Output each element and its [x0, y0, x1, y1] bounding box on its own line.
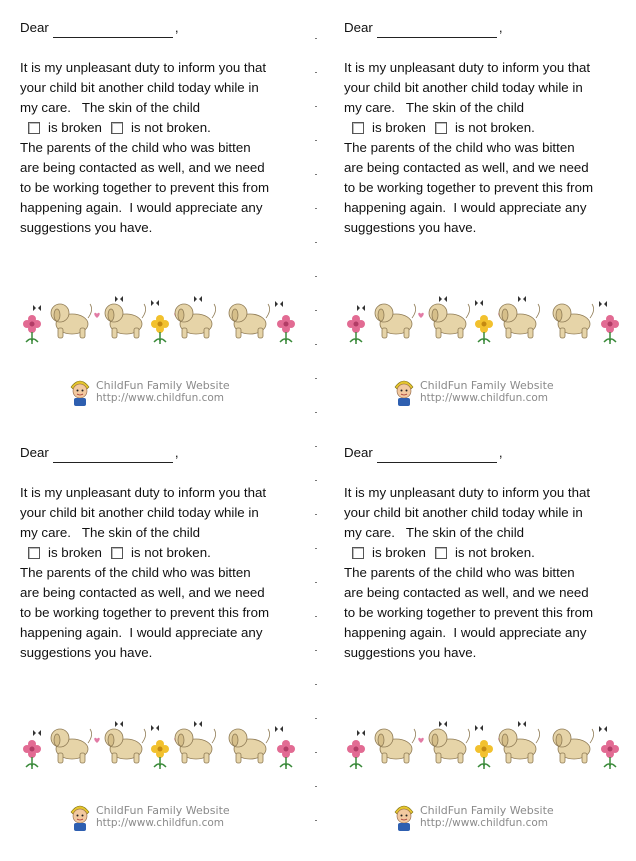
skin-not-broken-checkbox[interactable]	[435, 122, 447, 134]
skin-broken-label: is broken	[48, 120, 102, 135]
letter-line: happening again. I would appreciate any	[20, 200, 263, 215]
letter-line: The parents of the child who was bitten	[344, 140, 575, 155]
letter-line: are being contacted as well, and we need	[20, 585, 265, 600]
letter-line: your child bit another child today while in	[344, 80, 583, 95]
childfun-footer	[68, 803, 230, 831]
letter-line: my care. The skin of the child	[20, 525, 201, 540]
letter-line: suggestions you have.	[20, 220, 153, 235]
letter-line: my care. The skin of the child	[344, 525, 525, 540]
site-url-link[interactable]: http://www.childfun.com	[420, 392, 548, 404]
letter-body	[20, 16, 320, 238]
puppy-flower-border-art	[344, 294, 624, 346]
letter-line: to be working together to prevent this from	[20, 180, 270, 195]
letter-line: It is my unpleasant duty to inform you that	[344, 485, 591, 500]
skin-not-broken-label: is not broken.	[130, 120, 211, 135]
childfun-kid-logo-icon	[68, 378, 92, 406]
letter-line: are being contacted as well, and we need	[344, 160, 589, 175]
letter-body	[20, 441, 320, 663]
salutation	[20, 441, 320, 463]
site-url-link[interactable]: http://www.childfun.com	[420, 817, 548, 829]
letter-body	[344, 441, 636, 663]
skin-broken-checkbox[interactable]	[28, 547, 40, 559]
dear-label: Dear	[20, 20, 49, 35]
puppy-flower-border-art	[20, 719, 300, 771]
skin-broken-checkbox[interactable]	[352, 122, 364, 134]
skin-checkboxes	[20, 118, 320, 138]
letter-body	[344, 16, 636, 238]
letter-paragraph	[344, 58, 636, 238]
letter-line: happening again. I would appreciate any	[344, 625, 587, 640]
skin-broken-label: is broken	[372, 120, 426, 135]
letter-line: happening again. I would appreciate any	[344, 200, 587, 215]
skin-not-broken-checkbox[interactable]	[111, 122, 123, 134]
salutation-comma: ,	[174, 20, 179, 35]
letter-line: It is my unpleasant duty to inform you that	[20, 60, 267, 75]
skin-checkboxes	[344, 543, 636, 563]
childfun-footer	[392, 803, 554, 831]
letter-line: The parents of the child who was bitten	[20, 140, 251, 155]
skin-not-broken-checkbox[interactable]	[111, 547, 123, 559]
skin-checkboxes	[344, 118, 636, 138]
skin-broken-label: is broken	[48, 545, 102, 560]
letter-paragraph	[20, 483, 320, 663]
salutation-comma: ,	[174, 445, 179, 460]
letter-line: The parents of the child who was bitten	[20, 565, 251, 580]
childfun-kid-logo-icon	[392, 803, 416, 831]
letter-line: are being contacted as well, and we need	[20, 160, 265, 175]
childfun-kid-logo-icon	[392, 378, 416, 406]
recipient-name-blank[interactable]	[377, 447, 497, 463]
dear-label: Dear	[20, 445, 49, 460]
letter-line: to be working together to prevent this from	[344, 180, 594, 195]
site-url-link[interactable]: http://www.childfun.com	[96, 817, 224, 829]
skin-checkboxes	[20, 543, 320, 563]
skin-broken-checkbox[interactable]	[28, 122, 40, 134]
letter-line: my care. The skin of the child	[344, 100, 525, 115]
skin-broken-label: is broken	[372, 545, 426, 560]
childfun-footer	[68, 378, 230, 406]
skin-broken-checkbox[interactable]	[352, 547, 364, 559]
note-card-top-right	[344, 16, 636, 436]
site-name: ChildFun Family Website	[420, 804, 554, 817]
letter-line: are being contacted as well, and we need	[344, 585, 589, 600]
puppy-flower-border-art	[20, 294, 300, 346]
note-card-bottom-left	[20, 441, 320, 861]
puppy-flower-border-art	[344, 719, 624, 771]
letter-paragraph	[20, 58, 320, 238]
salutation-comma: ,	[498, 445, 503, 460]
letter-line: It is my unpleasant duty to inform you that	[20, 485, 267, 500]
letter-line: my care. The skin of the child	[20, 100, 201, 115]
salutation	[344, 441, 636, 463]
salutation	[20, 16, 320, 38]
skin-not-broken-checkbox[interactable]	[435, 547, 447, 559]
dear-label: Dear	[344, 20, 373, 35]
letter-line: suggestions you have.	[344, 645, 477, 660]
site-url-link[interactable]: http://www.childfun.com	[96, 392, 224, 404]
letter-line: suggestions you have.	[344, 220, 477, 235]
letter-line: your child bit another child today while in	[20, 80, 259, 95]
childfun-kid-logo-icon	[68, 803, 92, 831]
letter-line: to be working together to prevent this from	[344, 605, 594, 620]
letter-line: The parents of the child who was bitten	[344, 565, 575, 580]
site-name: ChildFun Family Website	[96, 804, 230, 817]
skin-not-broken-label: is not broken.	[454, 120, 535, 135]
recipient-name-blank[interactable]	[53, 447, 173, 463]
letter-line: to be working together to prevent this from	[20, 605, 270, 620]
note-card-bottom-right	[344, 441, 636, 861]
site-name: ChildFun Family Website	[96, 379, 230, 392]
letter-line: happening again. I would appreciate any	[20, 625, 263, 640]
letter-line: suggestions you have.	[20, 645, 153, 660]
salutation-comma: ,	[498, 20, 503, 35]
site-name: ChildFun Family Website	[420, 379, 554, 392]
letter-paragraph	[344, 483, 636, 663]
letter-line: your child bit another child today while in	[20, 505, 259, 520]
note-card-top-left	[20, 16, 320, 436]
skin-not-broken-label: is not broken.	[130, 545, 211, 560]
skin-not-broken-label: is not broken.	[454, 545, 535, 560]
childfun-footer	[392, 378, 554, 406]
dear-label: Dear	[344, 445, 373, 460]
recipient-name-blank[interactable]	[53, 22, 173, 38]
recipient-name-blank[interactable]	[377, 22, 497, 38]
letter-line: It is my unpleasant duty to inform you that	[344, 60, 591, 75]
letter-line: your child bit another child today while in	[344, 505, 583, 520]
salutation	[344, 16, 636, 38]
